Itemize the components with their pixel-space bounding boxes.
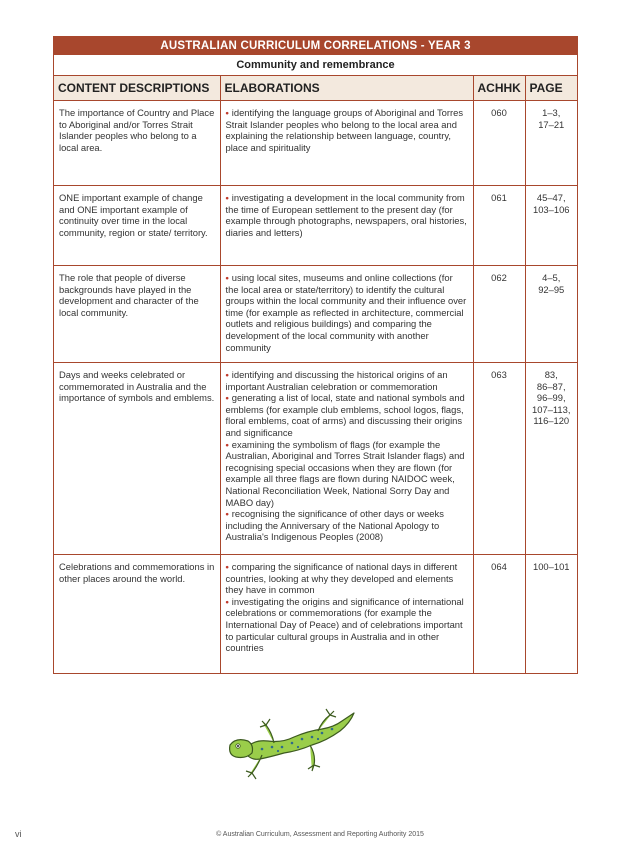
bullet-icon: • bbox=[225, 192, 229, 203]
elaboration-text: recognising the significance of other days or weeks including the Anniversary of the National Apology to Australia's Indigenous Peoples (2008) bbox=[225, 508, 444, 543]
elaboration-text: investigating a development in the local community from the time of European settlement to the present day (for example through photographs, newspapers, oral histories, diaries and letters) bbox=[225, 192, 467, 238]
elaboration-text: identifying the language groups of Aboriginal and Torres Strait Islander peoples who belong to the local area and explaining the relationship between language, country, place and spirituality bbox=[225, 107, 464, 153]
curriculum-table bbox=[53, 36, 578, 674]
elaboration-item bbox=[226, 561, 468, 596]
page-reference: 83, 86–87, 96–99, 107–113, 116–120 bbox=[525, 363, 577, 555]
bullet-icon: • bbox=[225, 107, 229, 118]
copyright-notice: © Australian Curriculum, Assessment and Reporting Authority 2015 bbox=[216, 831, 424, 838]
bullet-icon: • bbox=[225, 392, 229, 404]
table-row bbox=[54, 186, 577, 266]
page-reference: 45–47, 103–106 bbox=[525, 186, 577, 266]
page-reference: 1–3, 17–21 bbox=[525, 101, 577, 186]
elaboration-text: identifying and discussing the historical origins of an important Australian celebration or commemoration bbox=[225, 369, 448, 392]
elaboration-text: generating a list of local, state and national symbols and emblems (for example club emblems, school logos, flags, floral emblems, coat of arms) and discussing their origins and significance bbox=[225, 392, 465, 438]
achhk-code: 062 bbox=[473, 266, 525, 363]
elaboration-item bbox=[226, 107, 468, 153]
correlation-table bbox=[54, 76, 577, 673]
bullet-icon: • bbox=[225, 438, 229, 450]
lizard-icon bbox=[222, 703, 372, 783]
elaboration-item bbox=[226, 392, 468, 438]
elaboration-item bbox=[226, 192, 468, 238]
elaboration-text: comparing the significance of national days in different countries, looking at why they developed and elements they have in common bbox=[225, 561, 458, 596]
header-page: PAGE bbox=[525, 76, 577, 101]
elaborations-cell bbox=[220, 186, 473, 266]
elaborations-cell bbox=[220, 555, 473, 673]
table-row bbox=[54, 101, 577, 186]
elaboration-item bbox=[226, 272, 468, 353]
bullet-icon: • bbox=[225, 595, 229, 607]
elaboration-text: examining the symbolism of flags (for example the Australian, Aboriginal and Torres Strait Islander flags) and recognising special occasions when they are flown (for example all three flags are flown during NAIDOC week, National Reconciliation Week, National Sorry Day and MABO day) bbox=[225, 438, 465, 508]
table-title: AUSTRALIAN CURRICULUM CORRELATIONS - YEAR 3 bbox=[54, 37, 577, 55]
content-description: Days and weeks celebrated or commemorated in Australia and the importance of symbols and emblems. bbox=[54, 363, 220, 555]
header-elaborations: ELABORATIONS bbox=[220, 76, 473, 101]
elaborations-cell bbox=[220, 101, 473, 186]
elaboration-item bbox=[226, 508, 468, 543]
achhk-code: 063 bbox=[473, 363, 525, 555]
table-row bbox=[54, 555, 577, 673]
elaborations-cell bbox=[220, 266, 473, 363]
page-reference: 100–101 bbox=[525, 555, 577, 673]
content-description: The importance of Country and Place to Aboriginal and/or Torres Strait Islander peoples who belong to a local area. bbox=[54, 101, 220, 186]
achhk-code: 064 bbox=[473, 555, 525, 673]
elaboration-item bbox=[226, 596, 468, 654]
bullet-icon: • bbox=[225, 508, 229, 520]
table-row bbox=[54, 266, 577, 363]
bullet-icon: • bbox=[225, 561, 229, 572]
bullet-icon: • bbox=[225, 369, 229, 380]
table-subtitle: Community and remembrance bbox=[54, 55, 577, 76]
elaboration-text: using local sites, museums and online collections (for the local area or state/territory) to identify the cultural groups within the local community and their influence over time (for example as reflected in architecture, commercial outlets and religious buildings) and comparing the development of the local community with another community bbox=[225, 272, 467, 353]
content-description: The role that people of diverse backgrounds have played in the development and character of the local community. bbox=[54, 266, 220, 363]
bullet-icon: • bbox=[225, 272, 229, 283]
elaborations-cell bbox=[220, 363, 473, 555]
achhk-code: 060 bbox=[473, 101, 525, 186]
header-achhk: ACHHK bbox=[473, 76, 525, 101]
elaboration-item bbox=[226, 439, 468, 509]
page-number: vi bbox=[15, 829, 22, 839]
elaboration-item bbox=[226, 369, 468, 392]
content-description: Celebrations and commemorations in other places around the world. bbox=[59, 561, 215, 584]
page-reference: 4–5, 92–95 bbox=[525, 266, 577, 363]
elaboration-text: investigating the origins and significance of international celebrations or commemorations (for example the International Day of Peace) and of celebrations important to particular cultural groups in Australia and in other countries bbox=[225, 595, 464, 654]
content-description: ONE important example of change and ONE important example of continuity over time in the local community, region or state/ territory. bbox=[54, 186, 220, 266]
table-row bbox=[54, 363, 577, 555]
header-content-descriptions: CONTENT DESCRIPTIONS bbox=[54, 76, 220, 101]
achhk-code: 061 bbox=[473, 186, 525, 266]
